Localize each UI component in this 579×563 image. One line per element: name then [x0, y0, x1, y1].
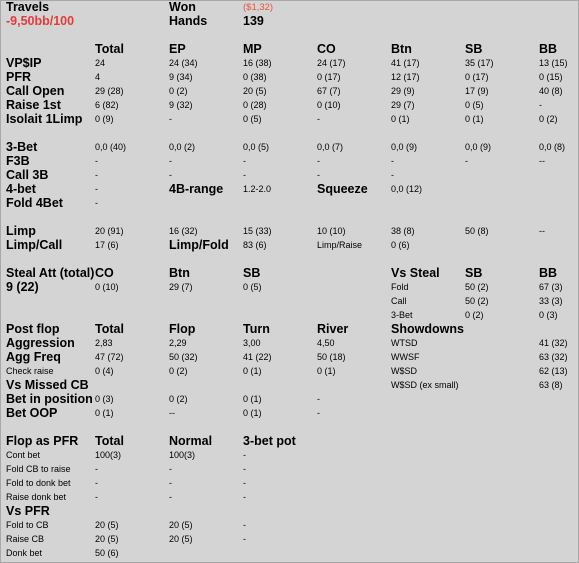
f3b-bb: --: [539, 156, 545, 166]
limp-ep: 16 (32): [169, 226, 198, 236]
fold-to-cb-total: 20 (5): [95, 520, 119, 530]
fold-cb-raise-total: -: [95, 464, 98, 474]
fold-donk-3bet: -: [243, 478, 246, 488]
aggression-turn: 3,00: [243, 338, 261, 348]
fold-to-cb-normal: 20 (5): [169, 520, 193, 530]
check-raise-flop: 0 (2): [169, 366, 188, 376]
three-bet-bb: 0,0 (8): [539, 142, 566, 152]
vs-steal-col-sb: SB: [465, 266, 483, 280]
limp-raise-label: Limp/Raise: [317, 240, 363, 250]
pfr-total: 4: [95, 72, 101, 82]
bet-in-position-total: 0 (3): [95, 394, 114, 404]
steal-att-label: Steal Att (total): [6, 266, 95, 280]
steal-col-co: CO: [95, 266, 114, 280]
agg-freq-total: 47 (72): [95, 352, 124, 362]
flop-pfr-col-total: Total: [95, 434, 124, 448]
bet-oop-total: 0 (1): [95, 408, 114, 418]
three-bet-total: 0,0 (40): [95, 142, 127, 152]
three-bet-ep: 0,0 (2): [169, 142, 196, 152]
vs-steal-col-bb: BB: [539, 266, 558, 280]
vs-steal-label: Vs Steal: [391, 266, 440, 280]
vs-steal-call-bb: 33 (3): [539, 296, 563, 306]
postflop-col-flop: Flop: [169, 322, 196, 336]
vpip-total: 24: [95, 58, 106, 68]
wsd-ex-small-label: W$SD (ex small): [391, 380, 459, 390]
vpip-mp: 16 (38): [243, 58, 272, 68]
postflop-title: Post flop: [6, 322, 60, 336]
check-raise-label: Check raise: [6, 366, 54, 376]
vs-steal-fold-sb: 50 (2): [465, 282, 489, 292]
vpip-sb: 35 (17): [465, 58, 494, 68]
f3b-sb: -: [465, 156, 468, 166]
col-header-sb: SB: [465, 42, 483, 56]
player-name: Travels: [6, 0, 50, 14]
cont-bet-normal: 100(3): [169, 450, 196, 460]
isolait-btn: 0 (1): [391, 114, 410, 124]
limp-mp: 15 (33): [243, 226, 272, 236]
limp-co: 10 (10): [317, 226, 346, 236]
fourb-range-label: 4B-range: [169, 182, 224, 196]
steal-co: 0 (10): [95, 282, 119, 292]
hands-label: Hands: [169, 14, 208, 28]
call-open-sb: 17 (9): [465, 86, 489, 96]
raise-cb-total: 20 (5): [95, 534, 119, 544]
bet-in-position-label: Bet in position: [6, 392, 93, 406]
vs-steal-3bet-bb: 0 (3): [539, 310, 558, 320]
fold4bet-label: Fold 4Bet: [6, 196, 63, 210]
bet-oop-label: Bet OOP: [6, 406, 58, 420]
wtsd-value: 41 (32): [539, 338, 568, 348]
steal-col-btn: Btn: [169, 266, 190, 280]
hands-value: 139: [243, 14, 264, 28]
showdowns-title: Showdowns: [391, 322, 464, 336]
aggression-total: 2,83: [95, 338, 113, 348]
bet-in-position-turn: 0 (1): [243, 394, 262, 404]
three-bet-btn: 0,0 (9): [391, 142, 418, 152]
agg-freq-turn: 41 (22): [243, 352, 272, 362]
raise-first-co: 0 (10): [317, 100, 341, 110]
check-raise-river: 0 (1): [317, 366, 336, 376]
limp-label: Limp: [6, 224, 36, 238]
bet-oop-turn: 0 (1): [243, 408, 262, 418]
call-open-co: 67 (7): [317, 86, 341, 96]
aggression-river: 4,50: [317, 338, 335, 348]
vs-steal-call-sb: 50 (2): [465, 296, 489, 306]
vs-steal-3bet-label: 3-Bet: [391, 310, 413, 320]
wsd-label: W$SD: [391, 366, 418, 376]
limp-sb: 50 (8): [465, 226, 489, 236]
call-open-ep: 0 (2): [169, 86, 188, 96]
cont-bet-3bet: -: [243, 450, 246, 460]
squeeze-label: Squeeze: [317, 182, 368, 196]
vs-steal-3bet-sb: 0 (2): [465, 310, 484, 320]
bet-oop-river: -: [317, 408, 320, 418]
fold-donk-label: Fold to donk bet: [6, 478, 71, 488]
cont-bet-total: 100(3): [95, 450, 122, 460]
col-header-total: Total: [95, 42, 124, 56]
bb-rate: -9,50bb/100: [6, 14, 75, 28]
call-open-btn: 29 (9): [391, 86, 415, 96]
steal-att-value: 9 (22): [6, 280, 39, 294]
raise-first-mp: 0 (28): [243, 100, 267, 110]
fold-cb-raise-3bet: -: [243, 464, 246, 474]
wwsf-label: WWSF: [391, 352, 420, 362]
f3b-co: -: [317, 156, 320, 166]
vpip-co: 24 (17): [317, 58, 346, 68]
wwsf-value: 63 (32): [539, 352, 568, 362]
vpip-ep: 24 (34): [169, 58, 198, 68]
steal-btn: 29 (7): [169, 282, 193, 292]
flop-pfr-col-normal: Normal: [169, 434, 213, 448]
wsd-value: 62 (13): [539, 366, 568, 376]
limp-total: 20 (91): [95, 226, 124, 236]
postflop-col-river: River: [317, 322, 349, 336]
isolait-label: Isolait 1Limp: [6, 112, 83, 126]
limp-btn: 38 (8): [391, 226, 415, 236]
raise-first-sb: 0 (5): [465, 100, 484, 110]
fold-cb-raise-normal: -: [169, 464, 172, 474]
three-bet-mp: 0,0 (5): [243, 142, 270, 152]
vpip-bb: 13 (15): [539, 58, 568, 68]
cont-bet-label: Cont bet: [6, 450, 41, 460]
raise-first-ep: 9 (32): [169, 100, 193, 110]
call3b-ep: -: [169, 170, 172, 180]
col-header-btn: Btn: [391, 42, 412, 56]
pfr-label: PFR: [6, 70, 31, 84]
limp-fold-label: Limp/Fold: [169, 238, 229, 252]
raise-first-bb: -: [539, 100, 542, 110]
raise-donk-normal: -: [169, 492, 172, 502]
limp-call-label: Limp/Call: [6, 238, 63, 252]
vs-steal-fold-bb: 67 (3): [539, 282, 563, 292]
raise-first-btn: 29 (7): [391, 100, 415, 110]
donk-bet-label: Donk bet: [6, 548, 43, 558]
check-raise-turn: 0 (1): [243, 366, 262, 376]
raise-donk-3bet: -: [243, 492, 246, 502]
flop-pfr-col-3bet: 3-bet pot: [243, 434, 296, 448]
col-header-ep: EP: [169, 42, 186, 56]
col-header-bb: BB: [539, 42, 558, 56]
fold4bet-total: -: [95, 198, 98, 208]
squeeze-value: 0,0 (12): [391, 184, 423, 194]
call-open-mp: 20 (5): [243, 86, 267, 96]
fold-donk-normal: -: [169, 478, 172, 488]
f3b-mp: -: [243, 156, 246, 166]
wsd-ex-small-value: 63 (8): [539, 380, 563, 390]
agg-freq-label: Agg Freq: [6, 350, 61, 364]
pfr-sb: 0 (17): [465, 72, 489, 82]
call-open-label: Call Open: [6, 84, 65, 98]
wtsd-label: WTSD: [391, 338, 418, 348]
col-header-mp: MP: [243, 42, 262, 56]
raise-first-total: 6 (82): [95, 100, 119, 110]
pfr-bb: 0 (15): [539, 72, 563, 82]
fold-donk-total: -: [95, 478, 98, 488]
isolait-sb: 0 (1): [465, 114, 484, 124]
isolait-mp: 0 (5): [243, 114, 262, 124]
vs-steal-fold-label: Fold: [391, 282, 409, 292]
pfr-btn: 12 (17): [391, 72, 420, 82]
postflop-col-turn: Turn: [243, 322, 270, 336]
vs-missed-cb-label: Vs Missed CB: [6, 378, 89, 392]
call3b-total: -: [95, 170, 98, 180]
limp-call-value: 17 (6): [95, 240, 119, 250]
three-bet-label: 3-Bet: [6, 140, 38, 154]
agg-freq-flop: 50 (32): [169, 352, 198, 362]
four-bet-label: 4-bet: [6, 182, 36, 196]
vpip-label: VP$IP: [6, 56, 42, 70]
three-bet-sb: 0,0 (9): [465, 142, 492, 152]
isolait-ep: -: [169, 114, 172, 124]
pfr-mp: 0 (38): [243, 72, 267, 82]
pfr-co: 0 (17): [317, 72, 341, 82]
bet-in-position-river: -: [317, 394, 320, 404]
three-bet-co: 0,0 (7): [317, 142, 344, 152]
call-open-bb: 40 (8): [539, 86, 563, 96]
aggression-label: Aggression: [6, 336, 75, 350]
f3b-ep: -: [169, 156, 172, 166]
won-label: Won: [169, 0, 196, 14]
call3b-mp: -: [243, 170, 246, 180]
isolait-co: -: [317, 114, 320, 124]
raise-cb-label: Raise CB: [6, 534, 45, 544]
col-header-co: CO: [317, 42, 336, 56]
call-open-total: 29 (28): [95, 86, 124, 96]
vs-steal-call-label: Call: [391, 296, 407, 306]
isolait-total: 0 (9): [95, 114, 114, 124]
f3b-btn: -: [391, 156, 394, 166]
steal-sb: 0 (5): [243, 282, 262, 292]
isolait-bb: 0 (2): [539, 114, 558, 124]
steal-col-sb: SB: [243, 266, 261, 280]
limp-bb: --: [539, 226, 545, 236]
won-value: ($1,32): [243, 2, 274, 13]
pfr-ep: 9 (34): [169, 72, 193, 82]
call3b-co: -: [317, 170, 320, 180]
aggression-flop: 2,29: [169, 338, 187, 348]
limp-fold-value: 83 (6): [243, 240, 267, 250]
raise-cb-3bet: -: [243, 534, 246, 544]
raise-donk-label: Raise donk bet: [6, 492, 67, 502]
bet-oop-flop: --: [169, 408, 175, 418]
fold-cb-raise-label: Fold CB to raise: [6, 464, 71, 474]
donk-bet-total: 50 (6): [95, 548, 119, 558]
postflop-col-total: Total: [95, 322, 124, 336]
agg-freq-river: 50 (18): [317, 352, 346, 362]
fourb-range-value: 1.2-2.0: [243, 184, 272, 194]
bet-in-position-flop: 0 (2): [169, 394, 188, 404]
check-raise-total: 0 (4): [95, 366, 114, 376]
flop-pfr-title: Flop as PFR: [6, 434, 79, 448]
vs-pfr-label: Vs PFR: [6, 504, 50, 518]
raise-cb-normal: 20 (5): [169, 534, 193, 544]
fold-to-cb-label: Fold to CB: [6, 520, 49, 530]
fold-to-cb-3bet: -: [243, 520, 246, 530]
f3b-label: F3B: [6, 154, 30, 168]
raise-first-label: Raise 1st: [6, 98, 61, 112]
call3b-btn: -: [391, 170, 394, 180]
vpip-btn: 41 (17): [391, 58, 420, 68]
limp-raise-value: 0 (6): [391, 240, 410, 250]
raise-donk-total: -: [95, 492, 98, 502]
four-bet-total: -: [95, 184, 98, 194]
f3b-total: -: [95, 156, 98, 166]
call3b-label: Call 3B: [6, 168, 49, 182]
